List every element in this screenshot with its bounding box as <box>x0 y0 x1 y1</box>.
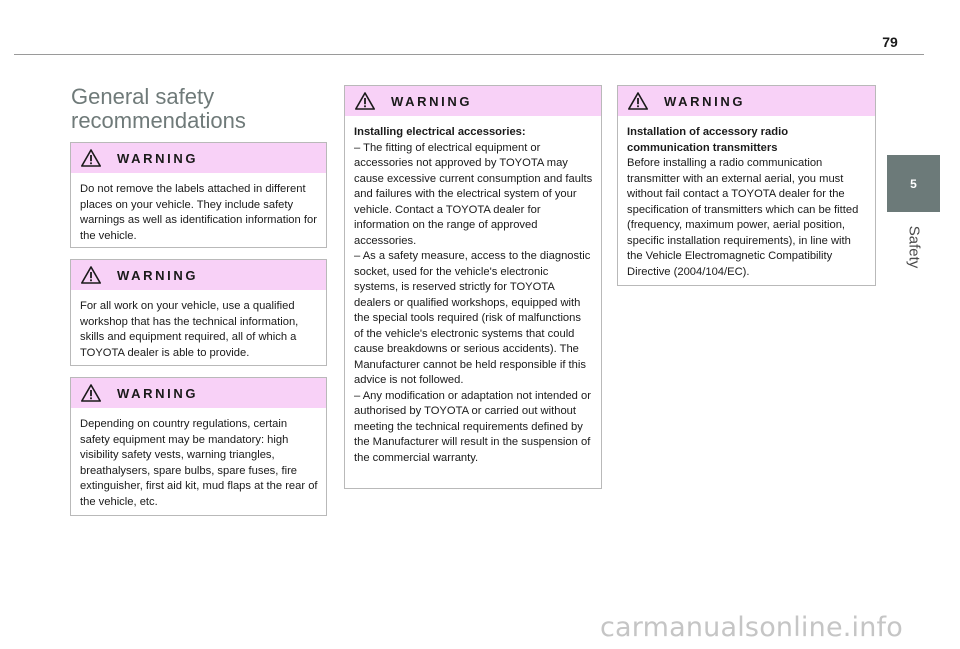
warning-title: WARNING <box>117 150 199 166</box>
warning-box-radio-transmitters <box>617 85 876 286</box>
warning-triangle-icon <box>628 92 648 110</box>
warning-triangle-icon <box>355 92 375 110</box>
warning-body <box>71 408 326 518</box>
warning-header <box>618 86 875 116</box>
warning-box-labels <box>70 142 327 248</box>
warning-title: WARNING <box>117 385 199 401</box>
warning-item: – As a safety measure, access to the diagnostic socket, used for the vehicle's electronic systems, is reserved strictly for TOYOTA dealers or qualified workshops, equipped with the special tools required (risk of malfunctions of the vehicle's electronic systems that could cause breakdowns or serious accidents). The Manufacturer cannot be held responsible if this advice is not followed. <box>354 250 591 386</box>
header-divider <box>14 54 924 55</box>
chapter-number: 5 <box>910 176 917 191</box>
warning-body <box>71 290 326 369</box>
warning-header <box>345 86 601 116</box>
chapter-tab[interactable] <box>887 155 940 212</box>
warning-header <box>71 378 326 408</box>
warning-header <box>71 143 326 173</box>
warning-box-workshop <box>70 259 327 366</box>
watermark: carmanualsonline.info <box>600 612 903 643</box>
warning-title: WARNING <box>117 267 199 283</box>
warning-header <box>71 260 326 290</box>
warning-text: Do not remove the labels attached in different places on your vehicle. They include safety warnings as well as identification information for the vehicle. <box>80 183 317 242</box>
warning-title: WARNING <box>664 93 746 109</box>
warning-item: – The fitting of electrical equipment or accessories not approved by TOYOTA may cause excessive current consumption and faults and failures with the electrical system of your vehicle. Contact a TOYOTA dealer for information on the range of approved accessories. <box>354 141 593 247</box>
warning-body <box>618 116 875 288</box>
warning-subtitle: Installation of accessory radio communication transmitters <box>627 126 789 154</box>
warning-text: Depending on country regulations, certain safety equipment may be mandatory: high visibility safety vests, warning triangles, breathalysers, spare bulbs, spare fuses, fire extinguisher, first aid kit, mud flaps at the rear of the vehicle, etc. <box>80 418 318 508</box>
warning-subtitle: Installing electrical accessories: <box>354 126 526 138</box>
warning-text: For all work on your vehicle, use a qualified workshop that has the technical information, skills and equipment required, all of which a TOYOTA dealer is able to provide. <box>80 300 299 359</box>
warning-triangle-icon <box>81 149 101 167</box>
warning-body <box>71 173 326 252</box>
warning-item: – Any modification or adaptation not intended or authorised by TOYOTA or carried out without meeting the technical requirements defined by the Manufacturer will result in the suspension of the commercial warranty. <box>354 389 591 464</box>
page-number: 79 <box>882 34 898 50</box>
warning-triangle-icon <box>81 384 101 402</box>
page-title: General safety recommendations <box>71 84 246 133</box>
warning-box-electrical-accessories <box>344 85 602 489</box>
chapter-label-text: Safety <box>905 225 922 269</box>
warning-triangle-icon <box>81 266 101 284</box>
warning-box-equipment <box>70 377 327 516</box>
chapter-label <box>887 220 940 274</box>
warning-text: Before installing a radio communication transmitter with an external aerial, you must without fail contact a TOYOTA dealer for the specification of transmitters which can be fitted (frequency, maximum power, aerial position, specific installation requirements), in line with the Vehicle Electromagnetic Compatibility Directive (2004/104/EC). <box>627 157 859 278</box>
warning-body <box>345 116 601 474</box>
warning-title: WARNING <box>391 93 473 109</box>
